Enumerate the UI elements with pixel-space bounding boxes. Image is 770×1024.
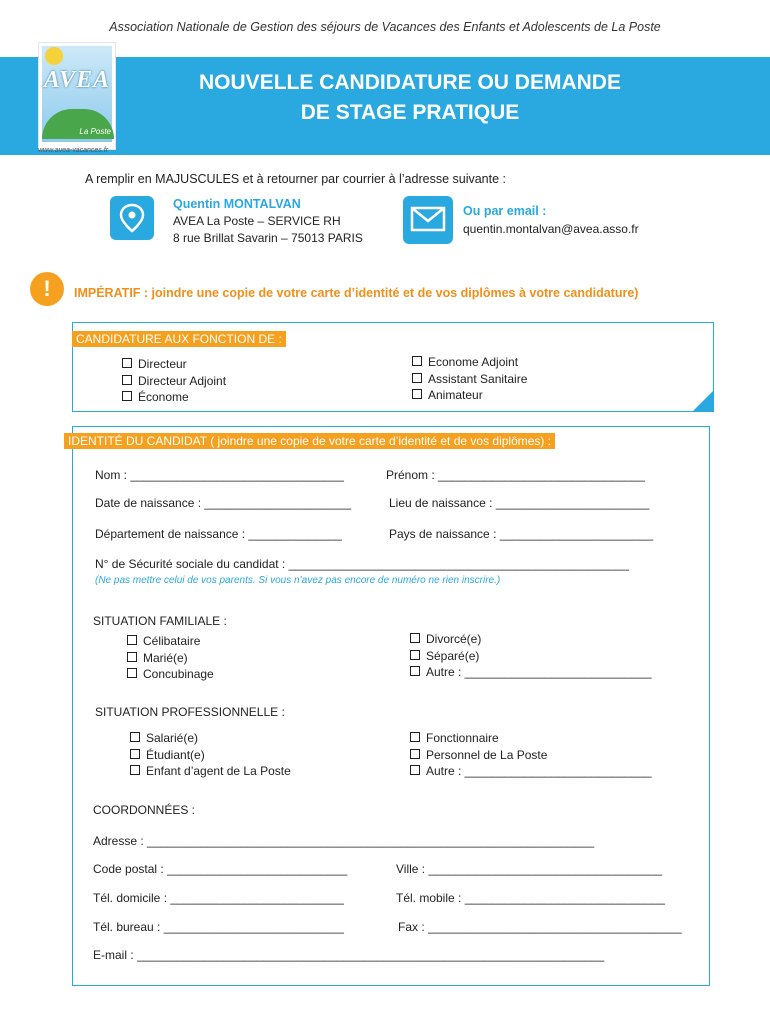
option-concubinage[interactable] bbox=[127, 666, 214, 683]
secu-field[interactable]: N° de Sécurité sociale du candidat : ___________________________________________________ bbox=[95, 557, 629, 571]
option-assistant-sanitaire[interactable] bbox=[412, 371, 527, 388]
checkbox[interactable] bbox=[130, 765, 140, 775]
email-field[interactable]: E-mail : ______________________________________________________________________ bbox=[93, 948, 605, 962]
coordonnees-heading: COORDONNÉES : bbox=[93, 803, 196, 817]
candidature-heading: CANDIDATURE AUX FONCTION DE : bbox=[72, 331, 286, 347]
contact-line1: AVEA La Poste – SERVICE RH bbox=[173, 214, 341, 228]
option-label: Personnel de La Poste bbox=[426, 747, 548, 762]
situation-pro-heading: SITUATION PROFESSIONNELLE : bbox=[95, 705, 285, 719]
checkbox[interactable] bbox=[410, 666, 420, 676]
page-title bbox=[60, 68, 760, 128]
option-enfant-agent[interactable] bbox=[130, 763, 291, 780]
option-label: Enfant d’agent de La Poste bbox=[146, 764, 291, 778]
email-address[interactable]: quentin.montalvan@avea.asso.fr bbox=[463, 222, 639, 236]
departement-naissance-field[interactable]: Département de naissance : ______________ bbox=[95, 527, 342, 541]
option-separe[interactable] bbox=[410, 648, 652, 665]
checkbox[interactable] bbox=[122, 375, 132, 385]
candidature-right-options bbox=[412, 354, 527, 404]
option-label: Économe bbox=[138, 390, 189, 404]
option-etudiant[interactable] bbox=[130, 747, 291, 764]
checkbox[interactable] bbox=[127, 668, 137, 678]
fax-field[interactable]: Fax : ______________________________________ bbox=[398, 920, 682, 934]
option-autre-pro[interactable] bbox=[410, 763, 652, 780]
checkbox[interactable] bbox=[130, 732, 140, 742]
logo-text: AVEA bbox=[43, 67, 111, 93]
contact-mail bbox=[173, 197, 363, 245]
option-label: Animateur bbox=[428, 388, 483, 402]
logo-sub: La Poste bbox=[79, 127, 111, 136]
option-label: Divorcé(e) bbox=[426, 632, 482, 646]
option-label: Econome Adjoint bbox=[428, 355, 519, 369]
option-label: Autre : ____________________________ bbox=[426, 665, 652, 679]
date-naissance-field[interactable]: Date de naissance : ______________________ bbox=[95, 496, 352, 510]
option-label: Étudiant(e) bbox=[146, 747, 205, 762]
nom-field[interactable]: Nom : ________________________________ bbox=[95, 468, 344, 482]
option-autre-familiale[interactable] bbox=[410, 664, 652, 681]
situation-pro-left bbox=[130, 730, 291, 780]
checkbox[interactable] bbox=[412, 389, 422, 399]
intro-text: A remplir en MAJUSCULES et à retourner par courrier à l’adresse suivante : bbox=[85, 172, 507, 186]
prenom-field[interactable]: Prénom : _______________________________ bbox=[386, 468, 645, 482]
situation-familiale-left bbox=[127, 633, 214, 683]
location-pin-icon bbox=[110, 196, 154, 240]
option-label: Autre : ____________________________ bbox=[426, 764, 652, 778]
contact-name: Quentin MONTALVAN bbox=[173, 197, 301, 211]
page-title-line1: NOUVELLE CANDIDATURE OU DEMANDE bbox=[199, 71, 621, 94]
option-label: Assistant Sanitaire bbox=[428, 371, 528, 386]
option-label: Célibataire bbox=[143, 634, 201, 648]
checkbox[interactable] bbox=[122, 391, 132, 401]
tel-bureau-field[interactable]: Tél. bureau : ___________________________ bbox=[93, 920, 344, 934]
option-label: Fonctionnaire bbox=[426, 731, 499, 745]
option-label: Concubinage bbox=[143, 667, 214, 681]
warning-text: IMPÉRATIF : joindre une copie de votre carte d’identité et de vos diplômes à votre candidature) bbox=[74, 286, 639, 300]
page-title-line2: DE STAGE PRATIQUE bbox=[300, 101, 520, 124]
adresse-field[interactable]: Adresse : ___________________________________________________________________ bbox=[93, 834, 595, 848]
corner-accent bbox=[692, 390, 714, 412]
checkbox[interactable] bbox=[127, 635, 137, 645]
checkbox[interactable] bbox=[410, 650, 420, 660]
ville-field[interactable]: Ville : ___________________________________ bbox=[396, 862, 663, 876]
option-label: Salarié(e) bbox=[146, 731, 199, 745]
tel-mobile-field[interactable]: Tél. mobile : ______________________________ bbox=[396, 891, 665, 905]
situation-familiale-right bbox=[410, 631, 652, 681]
option-directeur[interactable] bbox=[122, 356, 226, 373]
code-postal-field[interactable]: Code postal : ___________________________ bbox=[93, 862, 348, 876]
envelope-icon bbox=[403, 196, 453, 244]
checkbox[interactable] bbox=[122, 358, 132, 368]
option-econome-adjoint[interactable] bbox=[412, 354, 527, 371]
secu-note: (Ne pas mettre celui de vos parents. Si vous n’avez pas encore de numéro ne rien inscrire.) bbox=[95, 575, 501, 586]
checkbox[interactable] bbox=[130, 749, 140, 759]
checkbox[interactable] bbox=[410, 732, 420, 742]
option-celibataire[interactable] bbox=[127, 633, 214, 650]
identite-heading: IDENTITÉ DU CANDIDAT ( joindre une copie de votre carte d’identité et de vos diplômes) : bbox=[64, 433, 555, 449]
checkbox[interactable] bbox=[410, 633, 420, 643]
option-animateur[interactable] bbox=[412, 387, 527, 404]
option-econome[interactable] bbox=[122, 389, 226, 406]
contact-email bbox=[463, 204, 639, 236]
checkbox[interactable] bbox=[410, 765, 420, 775]
pays-naissance-field[interactable]: Pays de naissance : _______________________ bbox=[389, 527, 654, 541]
option-personnel-poste[interactable] bbox=[410, 747, 652, 764]
tel-domicile-field[interactable]: Tél. domicile : __________________________ bbox=[93, 891, 344, 905]
checkbox[interactable] bbox=[410, 749, 420, 759]
contact-line2: 8 rue Brillat Savarin – 75013 PARIS bbox=[173, 231, 363, 245]
candidature-left-options bbox=[122, 356, 226, 406]
option-salarie[interactable] bbox=[130, 730, 291, 747]
warning-icon: ! bbox=[30, 272, 64, 306]
option-label: Séparé(e) bbox=[426, 648, 480, 663]
checkbox[interactable] bbox=[412, 373, 422, 383]
option-fonctionnaire[interactable] bbox=[410, 730, 652, 747]
sun-icon bbox=[45, 47, 63, 65]
lieu-naissance-field[interactable]: Lieu de naissance : _______________________ bbox=[389, 496, 650, 510]
logo-url: www.avea-vacances.fr bbox=[38, 147, 109, 154]
checkbox[interactable] bbox=[127, 652, 137, 662]
association-name: Association Nationale de Gestion des séjours de Vacances des Enfants et Adolescents de La Poste bbox=[109, 20, 661, 34]
email-label: Ou par email : bbox=[463, 204, 547, 218]
situation-pro-right bbox=[410, 730, 652, 780]
avea-logo bbox=[38, 42, 116, 150]
situation-familiale-heading: SITUATION FAMILIALE : bbox=[93, 614, 227, 628]
option-label: Marié(e) bbox=[143, 650, 188, 665]
option-divorce[interactable] bbox=[410, 631, 652, 648]
option-label: Directeur bbox=[138, 357, 187, 371]
option-directeur-adjoint[interactable] bbox=[122, 373, 226, 390]
checkbox[interactable] bbox=[412, 356, 422, 366]
option-marie[interactable] bbox=[127, 650, 214, 667]
option-label: Directeur Adjoint bbox=[138, 373, 227, 388]
